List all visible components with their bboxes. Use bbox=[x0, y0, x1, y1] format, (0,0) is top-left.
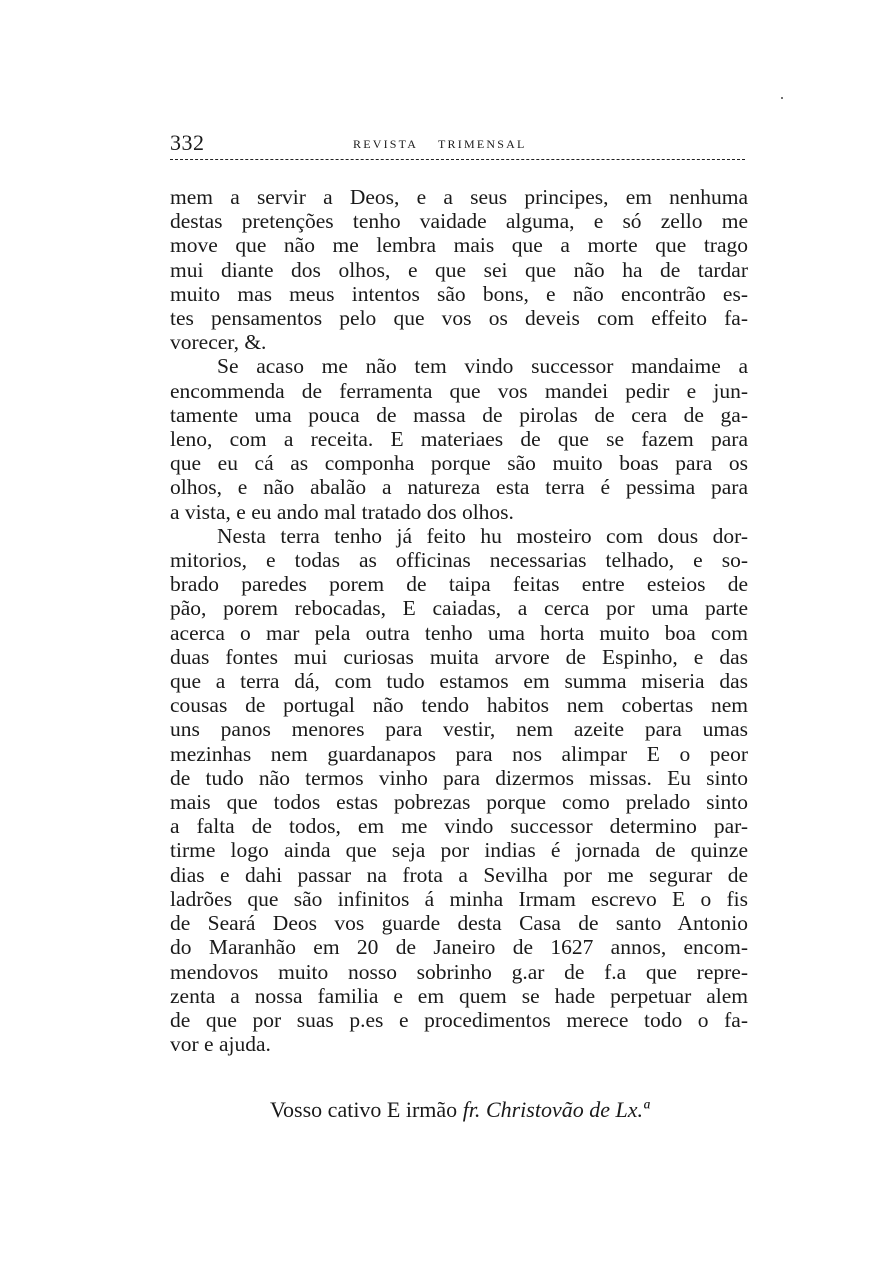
header-rule bbox=[170, 159, 745, 160]
text-line: de Seará Deos vos guarde desta Casa de santo Antonio bbox=[170, 911, 748, 936]
signature-abbrev: fr. bbox=[462, 1097, 481, 1122]
text-line: move que não me lembra mais que a morte que trago bbox=[170, 233, 748, 258]
signature-line bbox=[270, 1097, 649, 1123]
text-line: zenta a nossa familia e em quem se hade perpetuar alem bbox=[170, 983, 748, 1008]
signature-name: Christovão de Lx.ª bbox=[485, 1097, 650, 1122]
text-line: de que por suas p.es e procedimentos merece todo o fa- bbox=[170, 1007, 748, 1032]
letter-body bbox=[170, 185, 748, 1056]
text-line: mendovos muito nosso sobrinho g.ar de f.a que repre- bbox=[170, 959, 748, 984]
text-line: tes pensamentos pelo que vos os deveis com effeito fa- bbox=[170, 306, 748, 331]
text-line: a vista, e eu ando mal tratado dos olhos. bbox=[170, 499, 514, 524]
text-line: mezinhas nem guardanapos para nos alimpar E o peor bbox=[170, 741, 748, 766]
paragraph bbox=[170, 185, 748, 354]
text-line: mem a servir a Deos, e a seus principes, em nenhuma bbox=[170, 185, 748, 209]
text-line: leno, com a receita. E materiaes de que se fazem para bbox=[170, 427, 748, 452]
text-line: a falta de todos, em me vindo successor determino par- bbox=[170, 814, 748, 839]
text-line: de tudo não termos vinho para dizermos missas. Eu sinto bbox=[170, 765, 748, 790]
text-line: vorecer, &. bbox=[170, 330, 267, 355]
text-line: ladrões que são infinitos á minha Irmam escrevo E o fis bbox=[170, 886, 748, 911]
text-line: mitorios, e todas as officinas necessarias telhado, e so- bbox=[170, 548, 748, 573]
signature-prefix: Vosso cativo E irmão bbox=[270, 1097, 458, 1122]
text-line: destas pretenções tenho vaidade alguma, e só zello me bbox=[170, 209, 748, 234]
text-line: do Maranhão em 20 de Janeiro de 1627 annos, encom- bbox=[170, 935, 748, 960]
text-line: que a terra dá, com tudo estamos em summa miseria das bbox=[170, 669, 748, 694]
text-line: dias e dahi passar na frota a Sevilha por me segurar de bbox=[170, 862, 748, 887]
paragraph bbox=[170, 354, 748, 523]
paragraph bbox=[170, 524, 748, 1056]
scan-speck bbox=[781, 97, 783, 99]
text-line: mui diante dos olhos, e que sei que não ha de tardar bbox=[170, 257, 748, 282]
text-line: acerca o mar pela outra tenho uma horta muito boa com bbox=[170, 620, 748, 645]
text-line: Nesta terra tenho já feito hu mosteiro com dous dor- bbox=[217, 523, 748, 548]
text-line: brado paredes porem de taipa feitas entre esteios de bbox=[170, 572, 748, 597]
text-line: pão, porem rebocadas, E caiadas, a cerca por uma parte bbox=[170, 596, 748, 621]
text-line: que eu cá as componha porque são muito boas para os bbox=[170, 451, 748, 476]
running-head: REVISTA TRIMENSAL bbox=[353, 137, 527, 151]
text-line: mais que todos estas pobrezas porque como prelado sinto bbox=[170, 790, 748, 815]
text-line: tamente uma pouca de massa de pirolas de cera de ga- bbox=[170, 402, 748, 427]
page-header bbox=[170, 130, 745, 154]
text-line: duas fontes mui curiosas muita arvore de Espinho, e das bbox=[170, 644, 748, 669]
text-line: Se acaso me não tem vindo successor mandaime a bbox=[217, 354, 748, 379]
text-line: encommenda de ferramenta que vos mandei pedir e jun- bbox=[170, 378, 748, 403]
text-line: olhos, e não abalão a natureza esta terra é pessima para bbox=[170, 475, 748, 500]
text-line: cousas de portugal não tendo habitos nem cobertas nem bbox=[170, 693, 748, 718]
text-line: vor e ajuda. bbox=[170, 1032, 271, 1057]
text-line: tirme logo ainda que seja por indias é jornada de quinze bbox=[170, 838, 748, 863]
page-number: 332 bbox=[170, 130, 205, 155]
text-line: uns panos menores para vestir, nem azeite para umas bbox=[170, 717, 748, 742]
text-line: muito mas meus intentos são bons, e não encontrão es- bbox=[170, 281, 748, 306]
